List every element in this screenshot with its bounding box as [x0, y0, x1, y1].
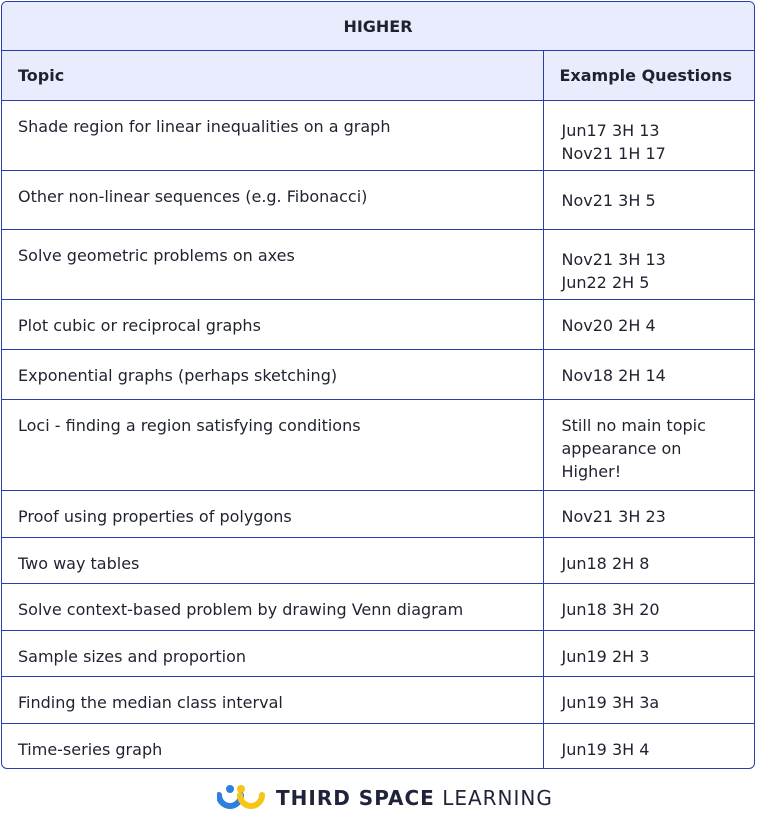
third-space-learning-logo	[217, 783, 553, 813]
table-row	[2, 677, 754, 724]
questions-cell: Jun19 3H 4	[543, 724, 754, 769]
table-row	[2, 491, 754, 538]
table-row	[2, 584, 754, 631]
logo-text-light: LEARNING	[442, 786, 553, 810]
table-header-row	[2, 51, 754, 101]
higher-table	[2, 2, 754, 768]
table-row	[2, 300, 754, 350]
table-title: HIGHER	[2, 2, 754, 51]
table-row	[2, 400, 754, 491]
table-row	[2, 538, 754, 584]
logo-text	[276, 786, 553, 810]
logo-mark-icon	[217, 784, 265, 812]
questions-cell: Jun18 2H 8	[543, 538, 754, 584]
topic-cell: Plot cubic or reciprocal graphs	[2, 300, 543, 350]
table-row	[2, 631, 754, 677]
questions-cell: Nov18 2H 14	[543, 350, 754, 400]
table-title-row	[2, 2, 754, 51]
topics-table	[1, 1, 755, 769]
topic-cell: Proof using properties of polygons	[2, 491, 543, 538]
table-row	[2, 724, 754, 769]
topic-cell: Time-series graph	[2, 724, 543, 769]
table-row	[2, 171, 754, 230]
topic-cell: Loci - finding a region satisfying conditions	[2, 400, 543, 491]
topic-cell: Shade region for linear inequalities on a graph	[2, 101, 543, 171]
topic-cell: Exponential graphs (perhaps sketching)	[2, 350, 543, 400]
table-row	[2, 101, 754, 171]
topic-cell: Solve context-based problem by drawing Venn diagram	[2, 584, 543, 631]
header-example-questions: Example Questions	[543, 51, 754, 101]
questions-cell: Jun17 3H 13 Nov21 1H 17	[543, 101, 754, 171]
questions-cell: Nov21 3H 5	[543, 171, 754, 230]
questions-cell: Jun19 2H 3	[543, 631, 754, 677]
questions-cell: Nov20 2H 4	[543, 300, 754, 350]
questions-cell: Jun18 3H 20	[543, 584, 754, 631]
header-topic: Topic	[2, 51, 543, 101]
questions-cell: Nov21 3H 23	[543, 491, 754, 538]
topic-cell: Finding the median class interval	[2, 677, 543, 724]
topic-cell: Solve geometric problems on axes	[2, 230, 543, 300]
table-row	[2, 350, 754, 400]
questions-cell: Jun19 3H 3a	[543, 677, 754, 724]
logo-text-bold: THIRD SPACE	[276, 786, 435, 810]
questions-cell: Still no main topic appearance on Higher!	[543, 400, 754, 491]
table-row	[2, 230, 754, 300]
topic-cell: Two way tables	[2, 538, 543, 584]
topic-cell: Sample sizes and proportion	[2, 631, 543, 677]
questions-cell: Nov21 3H 13 Jun22 2H 5	[543, 230, 754, 300]
topic-cell: Other non-linear sequences (e.g. Fibonacci)	[2, 171, 543, 230]
